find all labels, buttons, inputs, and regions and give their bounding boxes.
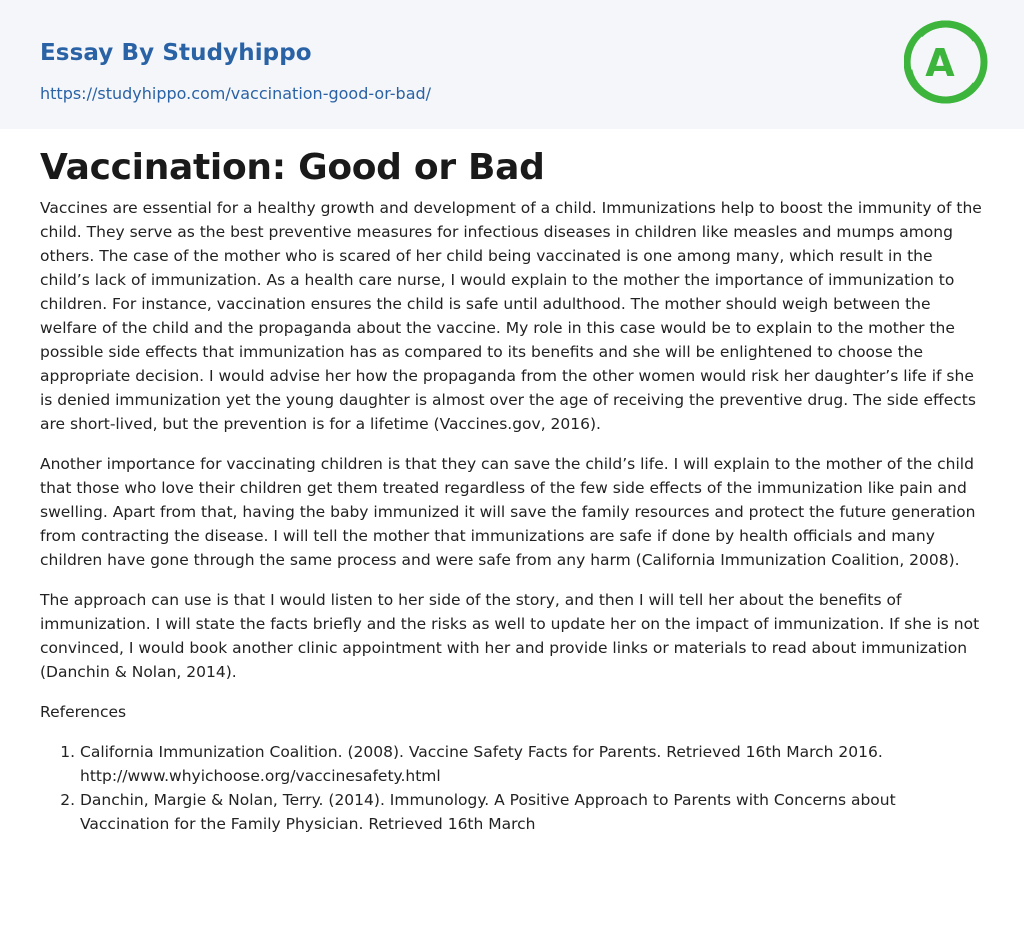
logo-letter: A	[925, 41, 955, 85]
source-url-link[interactable]: https://studyhippo.com/vaccination-good-or-bad/	[40, 84, 432, 103]
essay-paragraph-2: Another importance for vaccinating children is that they can save the child’s life. I will explain to the mother of the child that those who love their children get them treated regardless of the few side effects of the immunization like pain and swelling. Apart from that, having the baby immunized it will save the family resources and protect the future generation from contracting the disease. I will tell the mother that immunizations are safe if done by health officials and many children have gone through the same process and were safe from any harm (California Immunization Coalition, 2008).	[40, 455, 976, 569]
essay-paragraph-1: Vaccines are essential for a healthy growth and development of a child. Immunizations help to boost the immunity of the child. They serve as the best preventive measures for infectious diseases in children like measles and mumps among others. The case of the mother who is scared of her child being vaccinated is one among many, which result in the child’s lack of immunization. As a health care nurse, I would explain to the mother the importance of immunization to children. For instance, vaccination ensures the child is safe until adulthood. The mother should weigh between the welfare of the child and the propaganda about the vaccine. My role in this case would be to explain to the mother the possible side effects that immunization has as compared to its benefits and she will be enlightened to choose the appropriate decision. I would advise her how the propaganda from the other women would risk her daughter’s life if she is denied immunization yet the young daughter is almost over the age of receiving the preventive drug. The side effects are short-lived, but the prevention is for a lifetime (Vaccines.gov, 2016).	[40, 199, 982, 433]
essay-paragraph-3: The approach can use is that I would listen to her side of the story, and then I will tell her about the benefits of immunization. I will state the facts briefly and the risks as well to update her on the impact of immunization. If she is not convinced, I would book another clinic appointment with her and provide links or materials to read about immunization (Danchin & Nolan, 2014).	[40, 591, 980, 681]
references-list	[40, 740, 986, 836]
site-header	[0, 0, 1024, 129]
references-heading: References	[40, 703, 127, 721]
brand-title[interactable]: Essay By Studyhippo	[40, 40, 312, 66]
reference-item: 1. California Immunization Coalition. (2008). Vaccine Safety Facts for Parents. Retrieved 16th March 2016. http://www.whyichoose.org/vaccinesafety.html	[80, 740, 986, 788]
essay-content	[40, 140, 986, 836]
essay-title: Vaccination: Good or Bad	[40, 147, 545, 188]
reference-item: 2. Danchin, Margie & Nolan, Terry. (2014). Immunology. A Positive Approach to Parents with Concerns about Vaccination for the Family Physician. Retrieved 16th March	[80, 788, 986, 836]
studyhippo-logo-icon[interactable]	[904, 20, 988, 104]
